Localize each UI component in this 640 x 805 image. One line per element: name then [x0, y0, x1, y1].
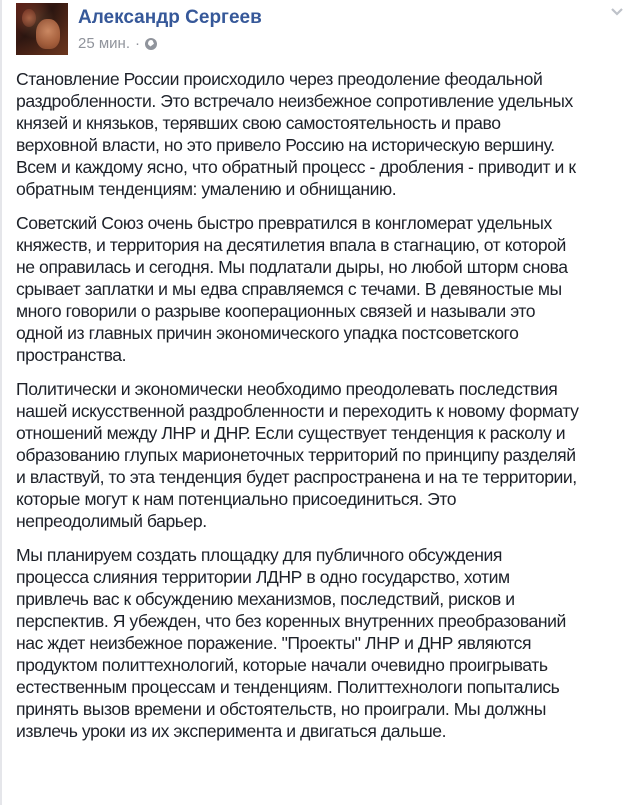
post-paragraph-3 [16, 378, 628, 532]
text-line: извлечь уроки из их эксперимента и двигаться дальше. [16, 721, 447, 741]
post-meta [78, 35, 157, 52]
text-line: пространства. [16, 345, 127, 365]
post-body [16, 68, 628, 754]
text-line: принять вызов времени и обстоятельств, но проиграли. Мы должны [16, 699, 546, 719]
text-line: Всем и каждому ясно, что обратный процесс - дробления - приводит и к [16, 157, 576, 177]
text-line: естественным процессам и тенденциям. Политтехнологи попытались [16, 677, 560, 697]
chevron-down-icon[interactable] [611, 7, 623, 17]
timestamp-link[interactable]: 25 мин. [78, 35, 130, 52]
post-paragraph-2 [16, 212, 628, 366]
author-name-link[interactable]: Александр Сергеев [78, 7, 262, 28]
text-line: нашей искусственной раздробленности и переходить к новому формату [16, 401, 579, 421]
text-line: Советский Союз очень быстро превратился в конгломерат удельных [16, 213, 552, 233]
text-line: Мы планируем создать площадку для публичного обсуждения [16, 545, 503, 565]
text-line: продуктом политтехнологий, которые начали очевидно проигрывать [16, 655, 548, 675]
text-line: раздробленности. Это встречало неизбежное сопротивление удельных [16, 91, 573, 111]
globe-icon[interactable] [145, 38, 157, 50]
text-line: княжеств, и территория на десятилетия впала в стагнацию, от которой [16, 235, 566, 255]
text-line: срывает заплатки и мы едва справляемся с течами. В девяностые мы [16, 279, 562, 299]
text-line: одной из главных причин экономического упадка постсоветского [16, 323, 519, 343]
text-line: князей и князьков, терявших свою самостоятельность и право [16, 113, 501, 133]
text-line: отношений между ЛНР и ДНР. Если существует тенденция к расколу и [16, 423, 566, 443]
text-line: непреодолимый барьер. [16, 511, 207, 531]
text-line: образованию глупых марионеточных территорий по принципу разделяй [16, 445, 576, 465]
text-line: верховной власти, но это привело Россию на историческую вершину. [16, 135, 555, 155]
text-line: Становление России происходило через преодоление феодальной [16, 69, 543, 89]
post-paragraph-4 [16, 544, 628, 742]
text-line: обратным тенденциям: умалению и обнищанию. [16, 179, 397, 199]
text-line: привлечь вас к обсуждению механизмов, последствий, рисков и [16, 589, 515, 609]
post-paragraph-1 [16, 68, 628, 200]
text-line: не оправилась и сегодня. Мы подлатали дыры, но любой шторм снова [16, 257, 568, 277]
post-header [16, 3, 616, 55]
text-line: которые могут к нам потенциально присоединиться. Это [16, 489, 457, 509]
meta-separator: · [135, 35, 140, 52]
text-line: перспектив. Я убежден, что без коренных внутренних преобразований [16, 611, 566, 631]
avatar[interactable] [16, 3, 68, 55]
text-line: много говорили о разрыве кооперационных связей и называли это [16, 301, 536, 321]
text-line: Политически и экономически необходимо преодолевать последствия [16, 379, 558, 399]
text-line: и властвуй, то эта тенденция будет распространена и на те территории, [16, 467, 577, 487]
text-line: нас ждет неизбежное поражение. "Проекты" ЛНР и ДНР являются [16, 633, 532, 653]
text-line: процесса слияния территории ЛДНР в одно государство, хотим [16, 567, 510, 587]
